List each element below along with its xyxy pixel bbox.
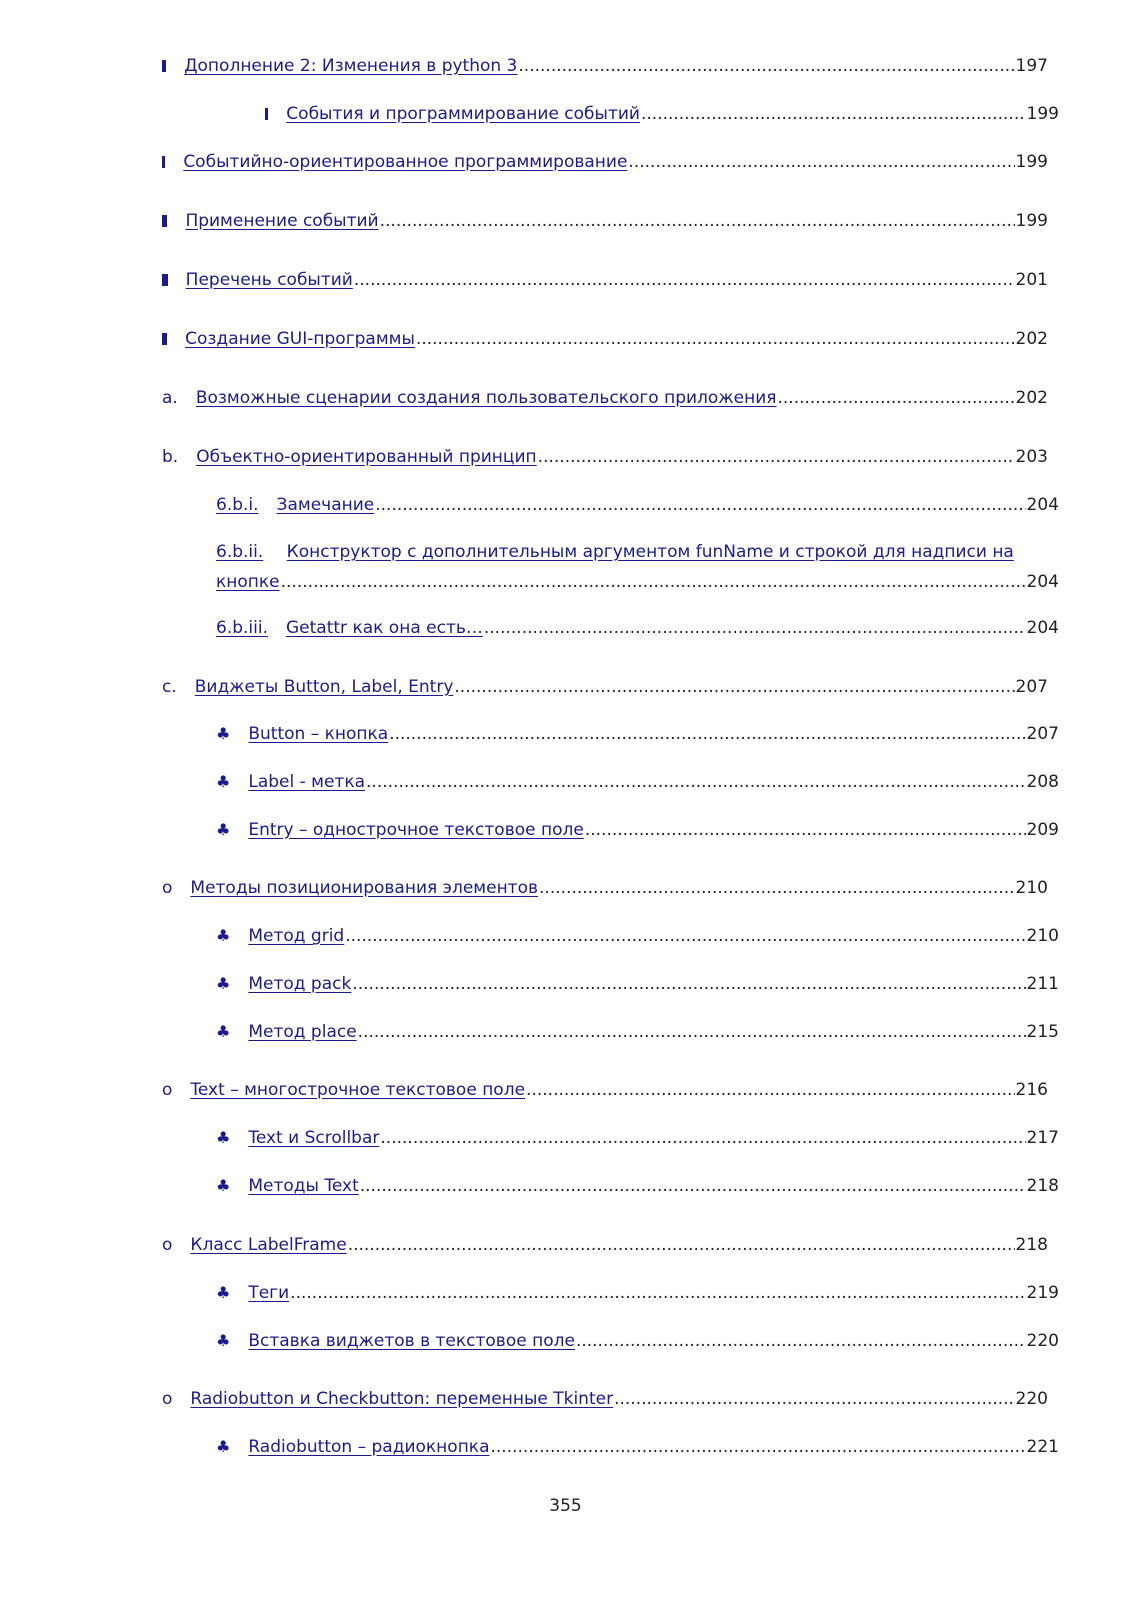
toc-entry[interactable] [162,1389,1048,1409]
list-marker: 6.b.iii. [216,618,268,638]
club-bullet-icon: ♣ [216,974,231,993]
toc-link[interactable]: Button – кнопка [248,724,389,744]
page-number: 207 [1026,724,1059,744]
page-number: 219 [1026,1283,1059,1303]
club-bullet-icon: ♣ [216,772,231,791]
toc-entry[interactable] [162,211,1048,231]
toc-link[interactable]: Метод grid [248,926,345,946]
club-bullet-icon: ♣ [216,1176,231,1195]
toc-link[interactable]: Radiobutton – радиокнопка [248,1437,490,1457]
dot-leader [641,104,1026,124]
toc-entry[interactable] [216,1176,1059,1196]
page-number: 215 [1026,1022,1059,1042]
page-number: 204 [1026,618,1059,638]
dot-leader [348,1235,1015,1255]
toc-entry[interactable] [216,1283,1059,1303]
dot-leader [585,820,1026,840]
toc-entry[interactable] [216,1331,1059,1351]
club-bullet-icon: ♣ [216,1128,231,1147]
page-number: 220 [1015,1389,1048,1409]
toc-entry[interactable] [216,1128,1059,1148]
toc-link[interactable]: Класс LabelFrame [190,1235,347,1255]
dot-leader [345,926,1025,946]
square-bullet-icon [162,274,168,286]
dot-leader [628,152,1014,172]
toc-entry[interactable] [216,618,1059,638]
club-bullet-icon: ♣ [216,1437,231,1456]
toc-link[interactable]: Text – многострочное текстовое поле [190,1080,526,1100]
page-number: 210 [1026,926,1059,946]
toc-link[interactable]: Теги [248,1283,290,1303]
toc-link[interactable]: Применение событий [185,211,379,231]
dot-leader [539,878,1015,898]
dot-leader [614,1389,1014,1409]
page-number: 204 [1026,572,1059,592]
square-bullet-icon [162,215,167,227]
club-bullet-icon: ♣ [216,1331,231,1350]
list-marker: o [162,1389,173,1409]
page-number: 202 [1015,329,1048,349]
page-number: 211 [1026,974,1059,994]
square-bullet-icon [162,60,166,72]
square-bullet-icon [162,333,167,345]
list-marker: a. [162,388,178,408]
list-marker: o [162,1080,173,1100]
dot-leader [360,1176,1026,1196]
list-marker: 6.b.i. [216,495,259,515]
dot-leader [518,56,1014,76]
toc-link[interactable]: Label - метка [248,772,366,792]
dot-leader [777,388,1014,408]
toc-link[interactable]: Entry – однострочное текстовое поле [248,820,584,840]
toc-entry[interactable] [265,104,1059,124]
toc-entry[interactable] [216,772,1059,792]
dot-leader [491,1437,1026,1457]
page-number: 218 [1015,1235,1048,1255]
toc-link[interactable]: Виджеты Button, Label, Entry [194,677,454,697]
toc-entry[interactable] [216,1022,1059,1042]
toc-entry[interactable] [216,1437,1059,1457]
toc-entry[interactable] [216,724,1059,744]
dot-leader [290,1283,1025,1303]
page-number: 209 [1026,820,1059,840]
dot-leader [380,211,1015,231]
dot-leader [389,724,1025,744]
page-number: 197 [1015,56,1048,76]
toc-entry[interactable] [162,447,1048,467]
page-number: 210 [1015,878,1048,898]
toc-entry[interactable] [162,388,1048,408]
toc-entry[interactable] [162,56,1048,76]
club-bullet-icon: ♣ [216,820,231,839]
toc-link[interactable]: Создание GUI-программы [185,329,415,349]
page-number: 201 [1015,270,1048,290]
toc-link[interactable]: Методы Text [248,1176,359,1196]
page-number: 208 [1026,772,1059,792]
dot-leader [281,572,1026,592]
toc-link[interactable]: Radiobutton и Checkbutton: переменные Tkinter [190,1389,614,1409]
page-number: 207 [1015,677,1048,697]
club-bullet-icon: ♣ [216,926,231,945]
page-number: 202 [1015,388,1048,408]
dot-leader [526,1080,1015,1100]
club-bullet-icon: ♣ [216,724,231,743]
toc-entry[interactable] [162,270,1048,290]
page-number: 199 [1015,152,1048,172]
dot-leader [380,1128,1025,1148]
toc-link[interactable]: События и программирование событий [286,104,640,124]
dot-leader [352,974,1025,994]
toc-link[interactable]: Метод pack [248,974,352,994]
page-number: 218 [1026,1176,1059,1196]
dot-leader [484,618,1026,638]
toc-entry[interactable] [162,1080,1048,1100]
dot-leader [375,495,1025,515]
square-bullet-icon [265,108,268,120]
page-number: 204 [1026,495,1059,515]
toc-link[interactable]: Text и Scrollbar [248,1128,380,1148]
list-marker: o [162,1235,173,1255]
list-marker: 6.b.ii. [216,542,264,562]
dot-leader [538,447,1015,467]
toc-link[interactable]: Вставка виджетов в текстовое поле [248,1331,575,1351]
page-number: 216 [1015,1080,1048,1100]
toc-link[interactable]: Возможные сценарии создания пользовательского приложения [195,388,777,408]
toc-link[interactable]: Перечень событий [185,270,353,290]
page-number: 221 [1026,1437,1059,1457]
dot-leader [366,772,1026,792]
toc-entry[interactable] [162,329,1048,349]
toc-entry[interactable] [162,677,1048,697]
list-marker: c. [162,677,177,697]
square-bullet-icon [162,156,165,168]
dot-leader [358,1022,1026,1042]
dot-leader [576,1331,1026,1351]
toc-link[interactable]: Замечание [276,495,375,515]
toc-link[interactable]: Конструктор с дополнительным аргументом funName и строкой для надписи на [286,542,1014,562]
toc-entry[interactable] [216,495,1059,515]
list-marker: b. [162,447,179,467]
toc-link[interactable]: Объектно-ориентированный принцип [196,447,537,467]
toc-entry[interactable] [216,542,1059,592]
toc-link[interactable]: Getattr как она есть… [286,618,483,638]
page-number: 203 [1015,447,1048,467]
page-number: 220 [1026,1331,1059,1351]
toc-link[interactable]: Дополнение 2: Изменения в python 3 [184,56,518,76]
toc-entry[interactable] [216,974,1059,994]
toc-entry[interactable] [216,926,1059,946]
toc-entry[interactable] [216,820,1059,840]
page-number: 199 [1015,211,1048,231]
toc-link[interactable]: Метод place [248,1022,357,1042]
page-number-footer: 355 [549,1496,582,1516]
dot-leader [354,270,1015,290]
dot-leader [416,329,1015,349]
club-bullet-icon: ♣ [216,1283,231,1302]
page-number: 217 [1026,1128,1059,1148]
toc-entry[interactable] [162,152,1048,172]
dot-leader [454,677,1014,697]
club-bullet-icon: ♣ [216,1022,231,1041]
list-marker: o [162,878,173,898]
toc-link[interactable]: Методы позиционирования элементов [190,878,539,898]
toc-link[interactable]: Событийно-ориентированное программирование [183,152,628,172]
toc-entry[interactable] [162,878,1048,898]
toc-entry[interactable] [162,1235,1048,1255]
toc-link-continuation[interactable]: кнопке [216,572,280,592]
page-number: 199 [1026,104,1059,124]
